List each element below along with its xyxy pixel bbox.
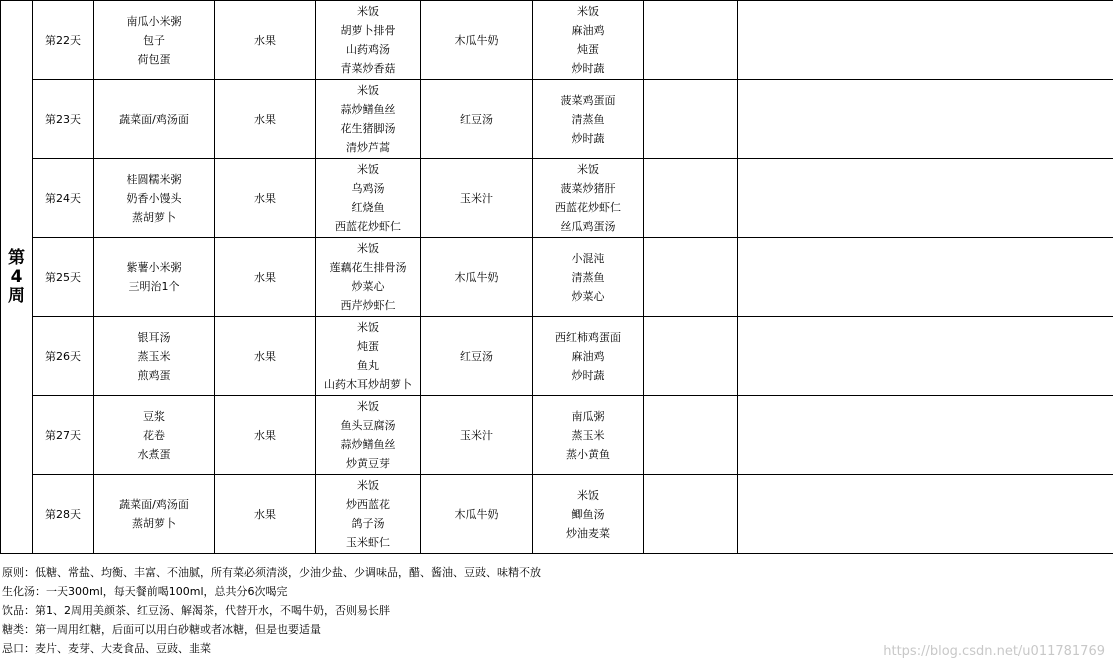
menu-item: 米饭 (577, 5, 599, 18)
menu-item: 蒜炒鳝鱼丝 (340, 438, 396, 451)
menu-item: 蒸玉米 (571, 428, 605, 442)
menu-item: 炒西蓝花 (346, 498, 390, 511)
menu-item: 米饭 (357, 479, 379, 492)
menu-item: 花生猪脚汤 (340, 122, 396, 135)
breakfast-cell (94, 80, 215, 159)
day-cell: 第28天 (33, 475, 94, 554)
note-shenghua-soup: 生化汤：一天300ml，每天餐前喝100ml，总共分6次喝完 (2, 585, 288, 598)
breakfast-cell (94, 475, 215, 554)
menu-item: 炒菜心 (571, 289, 605, 303)
table-row (1, 317, 1113, 396)
menu-item: 麻油鸡 (571, 24, 605, 37)
note-avoid: 忌口：麦片、麦芽、大麦食品、豆豉、韭菜 (2, 642, 211, 655)
menu-item: 山药木耳炒胡萝卜 (324, 378, 412, 391)
menu-item: 西红柿鸡蛋面 (555, 330, 621, 344)
menu-item: 小混沌 (571, 251, 605, 265)
breakfast-cell (94, 238, 215, 317)
menu-item: 蒸小黄鱼 (566, 447, 610, 461)
day-cell: 第23天 (33, 80, 94, 159)
menu-item: 蒜炒鳝鱼丝 (340, 103, 396, 116)
week-label-char: 4 (10, 266, 23, 287)
menu-item: 炖蛋 (577, 43, 599, 56)
menu-item: 蒸胡萝卜 (132, 210, 176, 224)
menu-item: 西芹炒虾仁 (340, 299, 396, 312)
menu-item: 山药鸡汤 (346, 43, 390, 56)
empty-cell (738, 475, 1113, 554)
empty-cell (738, 238, 1113, 317)
menu-item: 米饭 (357, 84, 379, 97)
breakfast-cell (94, 1, 215, 80)
dinner-cell (533, 159, 644, 238)
menu-item: 紫薯小米粥 (126, 261, 182, 274)
snack-pm-cell: 玉米汁 (421, 396, 533, 475)
week-label-char: 周 (8, 285, 25, 306)
menu-item: 蔬菜面/鸡汤面 (119, 112, 189, 126)
menu-item: 银耳汤 (137, 330, 171, 344)
snack-am-cell: 水果 (215, 1, 316, 80)
lunch-cell (316, 159, 421, 238)
day-cell: 第24天 (33, 159, 94, 238)
table-row (1, 238, 1113, 317)
lunch-cell (316, 396, 421, 475)
menu-item: 丝瓜鸡蛋汤 (560, 220, 616, 233)
snack-am-cell: 水果 (215, 159, 316, 238)
day-cell: 第22天 (33, 1, 94, 80)
empty-cell (738, 159, 1113, 238)
dinner-cell (533, 475, 644, 554)
note-sugar: 糖类：第一周用红糖，后面可以用白砂糖或者冰糖，但是也要适量 (2, 623, 321, 636)
menu-item: 奶香小馒头 (126, 191, 182, 205)
menu-item: 清蒸鱼 (571, 270, 605, 284)
empty-cell (644, 238, 738, 317)
meal-plan-body (1, 1, 1113, 554)
menu-item: 桂圆糯米粥 (126, 172, 182, 186)
menu-item: 包子 (143, 33, 165, 47)
menu-item: 米饭 (357, 5, 379, 18)
snack-am-cell: 水果 (215, 80, 316, 159)
breakfast-cell (94, 159, 215, 238)
empty-cell (738, 80, 1113, 159)
menu-item: 炒时蔬 (571, 368, 605, 382)
dinner-cell (533, 238, 644, 317)
menu-item: 麻油鸡 (571, 349, 605, 363)
menu-item: 炖蛋 (357, 340, 379, 353)
snack-am-cell: 水果 (215, 317, 316, 396)
menu-item: 炒时蔬 (571, 131, 605, 145)
empty-cell (738, 396, 1113, 475)
dinner-cell (533, 317, 644, 396)
table-row (1, 1, 1113, 80)
snack-am-cell: 水果 (215, 475, 316, 554)
notes-section (2, 563, 541, 658)
empty-cell (738, 1, 1113, 80)
snack-pm-cell: 木瓜牛奶 (421, 238, 533, 317)
menu-item: 南瓜粥 (571, 409, 605, 423)
snack-pm-cell: 玉米汁 (421, 159, 533, 238)
menu-item: 玉米虾仁 (346, 536, 390, 549)
menu-item: 米饭 (577, 163, 599, 176)
table-row (1, 475, 1113, 554)
snack-pm-cell: 木瓜牛奶 (421, 1, 533, 80)
menu-item: 青菜炒香菇 (340, 62, 396, 75)
empty-cell (644, 80, 738, 159)
breakfast-cell (94, 396, 215, 475)
menu-item: 炒时蔬 (571, 62, 605, 75)
menu-item: 胡萝卜排骨 (340, 24, 396, 37)
menu-item: 水煮蛋 (137, 447, 171, 461)
note-drinks: 饮品：第1、2周用美颜茶、红豆汤、解渴茶，代替开水，不喝牛奶，否则易长胖 (2, 604, 390, 617)
snack-am-cell: 水果 (215, 238, 316, 317)
lunch-cell (316, 1, 421, 80)
menu-item: 南瓜小米粥 (126, 14, 182, 28)
lunch-cell (316, 317, 421, 396)
menu-item: 乌鸡汤 (351, 182, 385, 195)
menu-item: 米饭 (357, 321, 379, 334)
menu-item: 炒油麦菜 (566, 526, 610, 540)
menu-item: 清炒芦蒿 (346, 141, 390, 154)
table-row (1, 80, 1113, 159)
empty-cell (644, 1, 738, 80)
note-principle: 原则：低糖、常盐、均衡、丰富、不油腻，所有菜必须清淡，少油少盐、少调味品，醋、酱油、豆豉、味精不放 (2, 566, 541, 579)
snack-pm-cell: 木瓜牛奶 (421, 475, 533, 554)
menu-item: 莲藕花生排骨汤 (329, 261, 407, 274)
menu-item: 米饭 (357, 163, 379, 176)
empty-cell (644, 317, 738, 396)
day-cell: 第25天 (33, 238, 94, 317)
menu-item: 米饭 (357, 242, 379, 255)
dinner-cell (533, 1, 644, 80)
menu-item: 鱼头豆腐汤 (340, 419, 396, 432)
table-row (1, 159, 1113, 238)
lunch-cell (316, 80, 421, 159)
menu-item: 三明治1个 (128, 280, 180, 293)
week-label (1, 1, 33, 554)
lunch-cell (316, 238, 421, 317)
week-label-char: 第 (8, 247, 25, 268)
empty-cell (738, 317, 1113, 396)
menu-item: 鱼丸 (357, 359, 379, 372)
menu-item: 蒸胡萝卜 (132, 517, 176, 530)
watermark: https://blog.csdn.net/u011781769 (883, 644, 1105, 659)
menu-item: 蒸玉米 (137, 349, 171, 363)
snack-am-cell: 水果 (215, 396, 316, 475)
menu-item: 菠菜鸡蛋面 (560, 93, 616, 107)
day-cell: 第26天 (33, 317, 94, 396)
menu-item: 清蒸鱼 (571, 112, 605, 126)
empty-cell (644, 475, 738, 554)
menu-item: 炒菜心 (351, 280, 385, 293)
menu-item: 米饭 (357, 400, 379, 413)
snack-pm-cell: 红豆汤 (421, 80, 533, 159)
table-row (1, 396, 1113, 475)
menu-item: 西蓝花炒虾仁 (555, 201, 621, 214)
menu-item: 蔬菜面/鸡汤面 (119, 498, 189, 511)
dinner-cell (533, 80, 644, 159)
empty-cell (644, 159, 738, 238)
lunch-cell (316, 475, 421, 554)
dinner-cell (533, 396, 644, 475)
menu-item: 米饭 (577, 488, 599, 502)
menu-item: 鲫鱼汤 (571, 507, 605, 521)
menu-item: 花卷 (143, 428, 165, 442)
breakfast-cell (94, 317, 215, 396)
day-cell: 第27天 (33, 396, 94, 475)
empty-cell (644, 396, 738, 475)
menu-item: 红烧鱼 (351, 201, 385, 214)
menu-item: 炒黄豆芽 (346, 457, 390, 470)
menu-item: 西蓝花炒虾仁 (335, 220, 401, 233)
menu-item: 鸽子汤 (351, 517, 385, 530)
menu-item: 煎鸡蛋 (137, 368, 171, 382)
menu-item: 菠菜炒猪肝 (560, 182, 616, 195)
snack-pm-cell: 红豆汤 (421, 317, 533, 396)
menu-item: 荷包蛋 (137, 52, 171, 66)
menu-item: 豆浆 (143, 409, 165, 423)
